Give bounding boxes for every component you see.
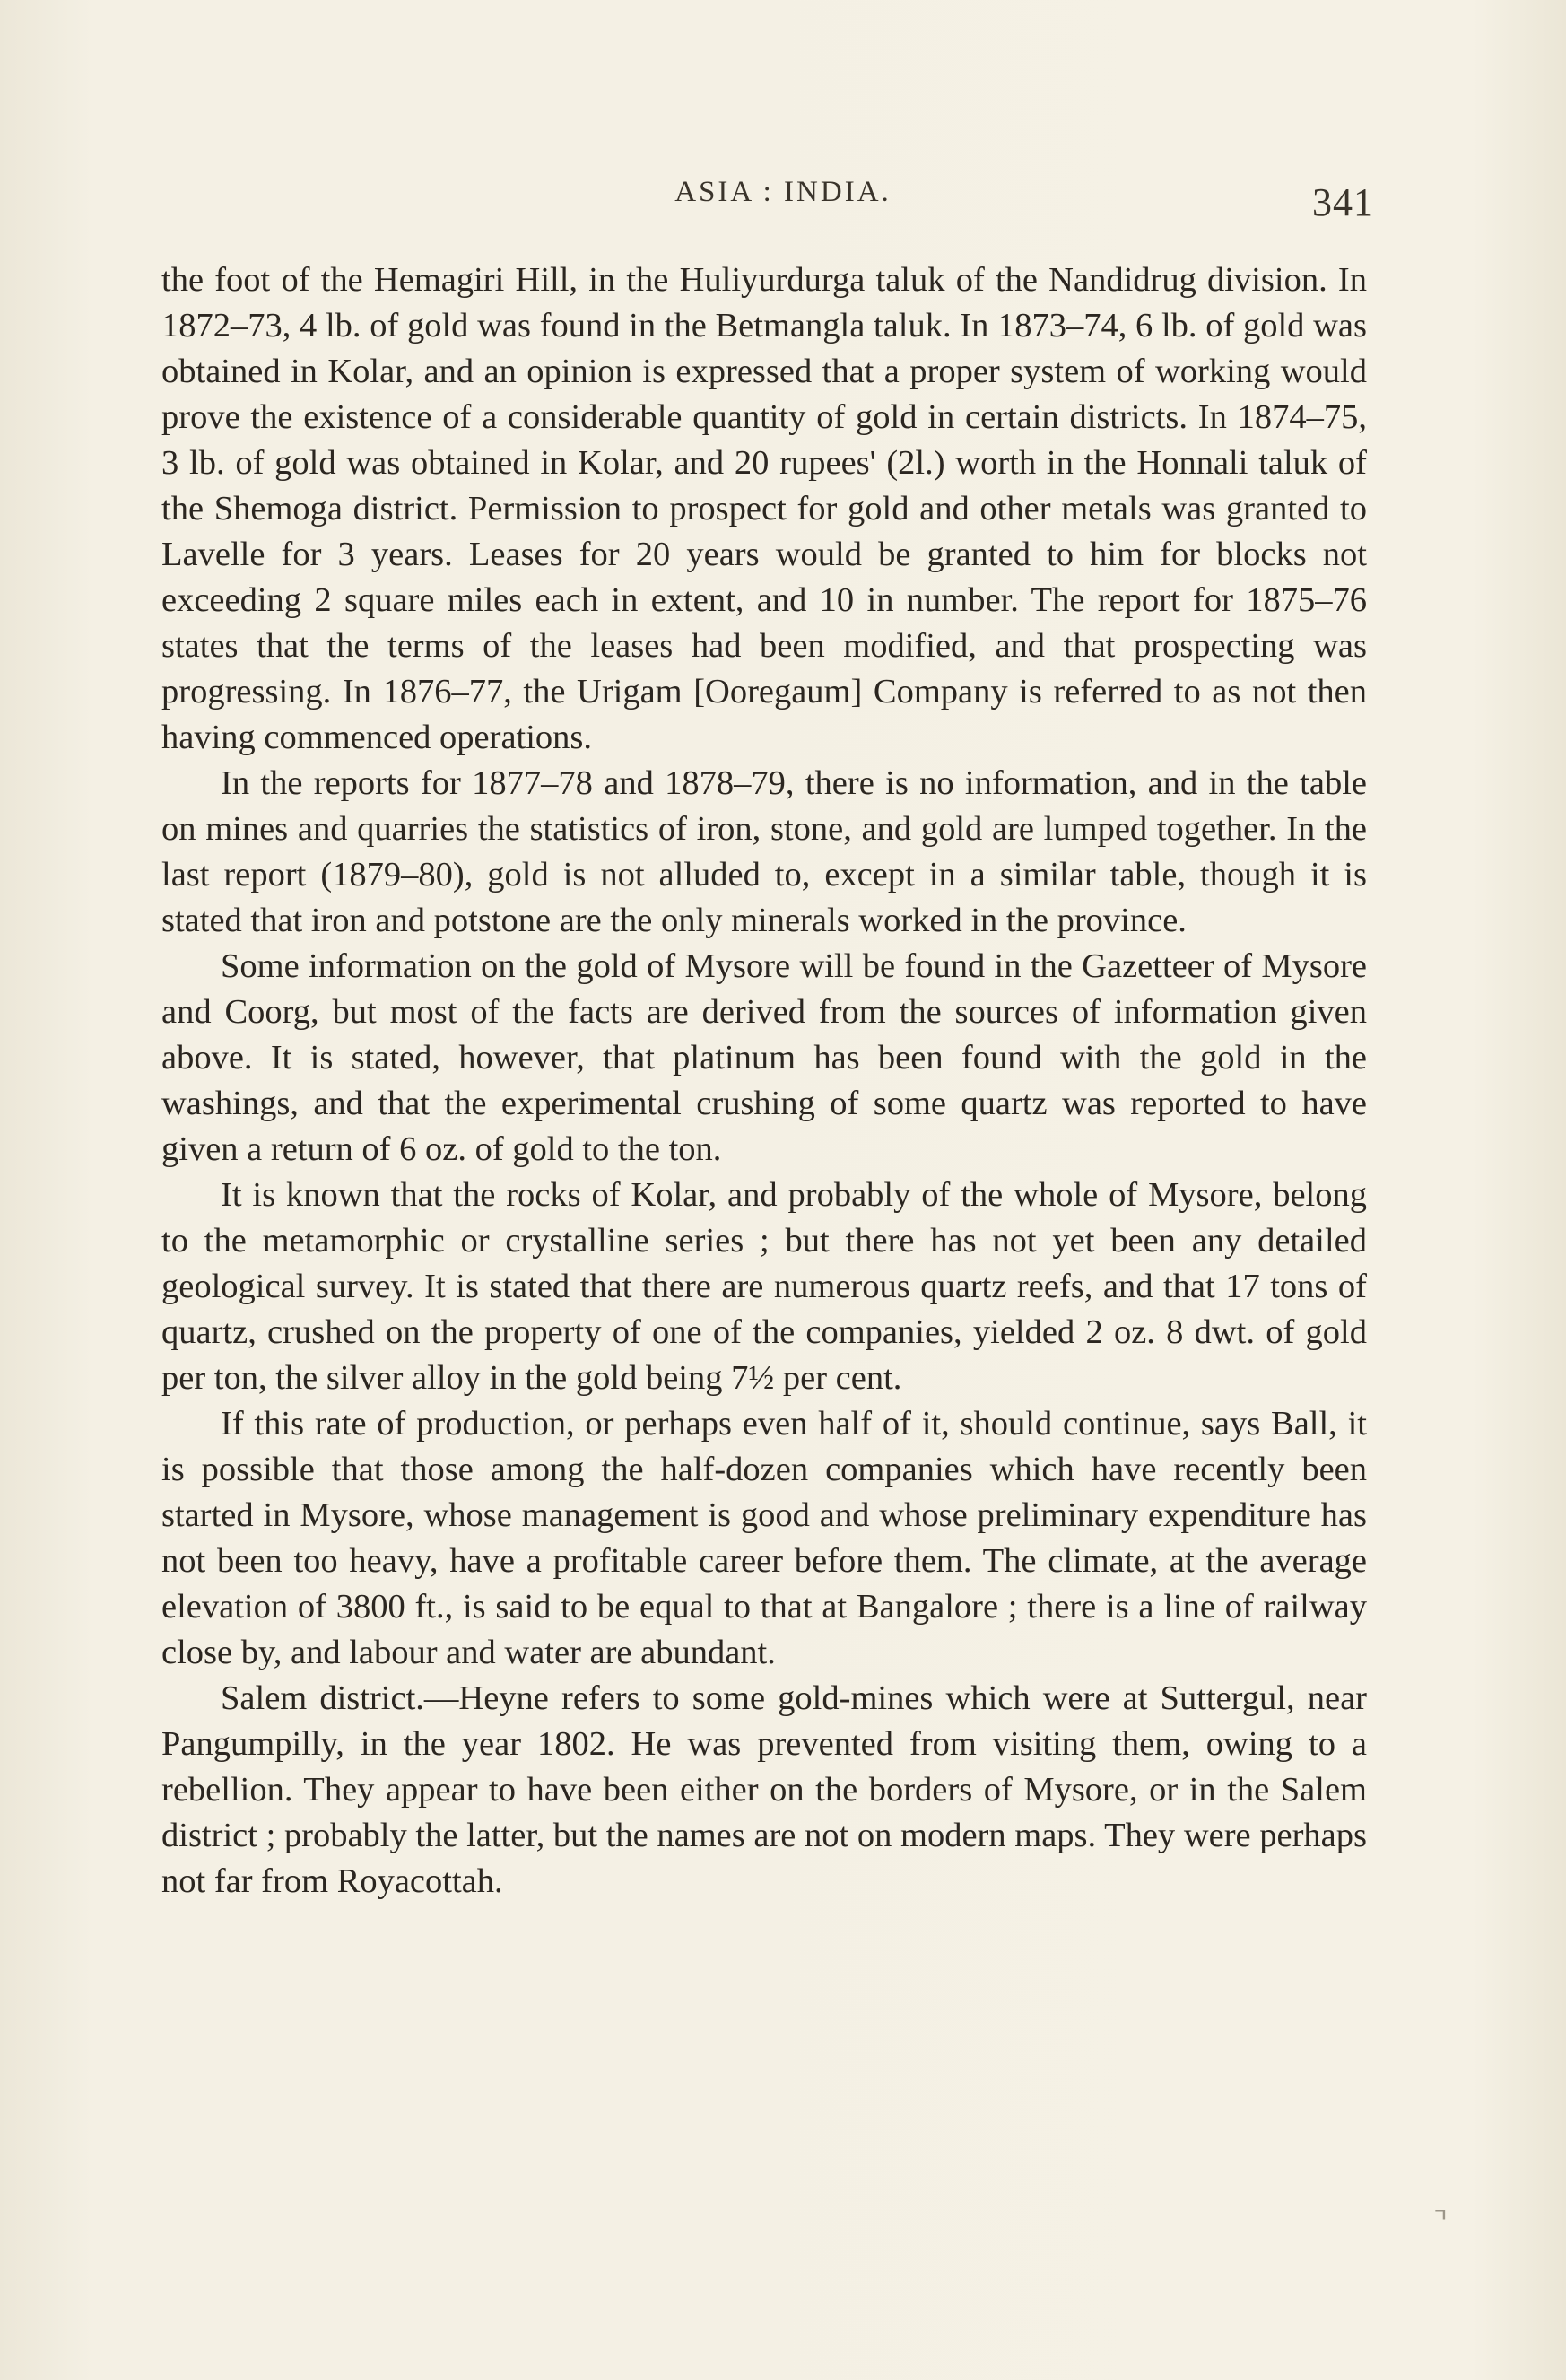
paragraph-production: If this rate of production, or perhaps even half of it, should continue, says Ball, it is possible that those among the half-dozen companies which have recently been started in Mysore, whose management is good and whose preliminary expenditure has not been too heavy, have a profitable career before them. The climate, at the average elevation of 3800 ft., is said to be equal to that at Bangalore ; there is a line of railway close by, and labour and water are abundant. <box>161 1405 1367 1671</box>
body-text <box>161 257 1367 1905</box>
corner-mark-icon: ⌝ <box>1433 2207 1448 2240</box>
paragraph-reports: In the reports for 1877–78 and 1878–79, there is no information, and in the table on mines and quarries the statistics of iron, stone, and gold are lumped together. In the last report (1879–80), gold is not alluded to, except in a similar table, though it is stated that iron and potstone are the only minerals worked in the province. <box>161 764 1367 939</box>
paragraph-gazetteer: Some information on the gold of Mysore will be found in the Gazetteer of Mysore and Coorg, but most of the facts are derived from the sources of information given above. It is stated, however, that platinum has been found with the gold in the washings, and that the experimental crushing of some quartz was reported to have given a return of 6 oz. of gold to the ton. <box>161 947 1367 1168</box>
paragraph-geology: It is known that the rocks of Kolar, and probably of the whole of Mysore, belong to the metamorphic or crystalline series ; but there has not yet been any detailed geological survey. It is stated that there are numerous quartz reefs, and that 17 tons of quartz, crushed on the property of one of the companies, yielded 2 oz. 8 dwt. of gold per ton, the silver alloy in the gold being 7½ per cent. <box>161 1176 1367 1397</box>
page-number: 341 <box>1312 180 1374 224</box>
running-head: ASIA : INDIA. <box>674 176 892 208</box>
paragraph-continued: the foot of the Hemagiri Hill, in the Huliyurdurga taluk of the Nandidrug division. In 1872–73, 4 lb. of gold was found in the Betmangla taluk. In 1873–74, 6 lb. of gold was obtained in Kolar, and an opinion is expressed that a proper system of working would prove the existence of a considerable quantity of gold in certain districts. In 1874–75, 3 lb. of gold was obtained in Kolar, and 20 rupees' (2l.) worth in the Honnali taluk of the Shemoga district. Permission to prospect for gold and other metals was granted to Lavelle for 3 years. Leases for 20 years would be granted to him for blocks not exceeding 2 square miles each in extent, and 10 in number. The report for 1875–76 states that the terms of the leases had been modified, and that prospecting was progressing. In 1876–77, the Urigam [Ooregaum] Company is referred to as not then having commenced operations. <box>161 261 1367 756</box>
paragraph-salem-district: Salem district.—Heyne refers to some gold-mines which were at Suttergul, near Pangumpilly, in the year 1802. He was prevented from visiting them, owing to a rebellion. They appear to have been either on the borders of Mysore, or in the Salem district ; probably the latter, but the names are not on modern maps. They were perhaps not far from Royacottah. <box>161 1679 1367 1900</box>
